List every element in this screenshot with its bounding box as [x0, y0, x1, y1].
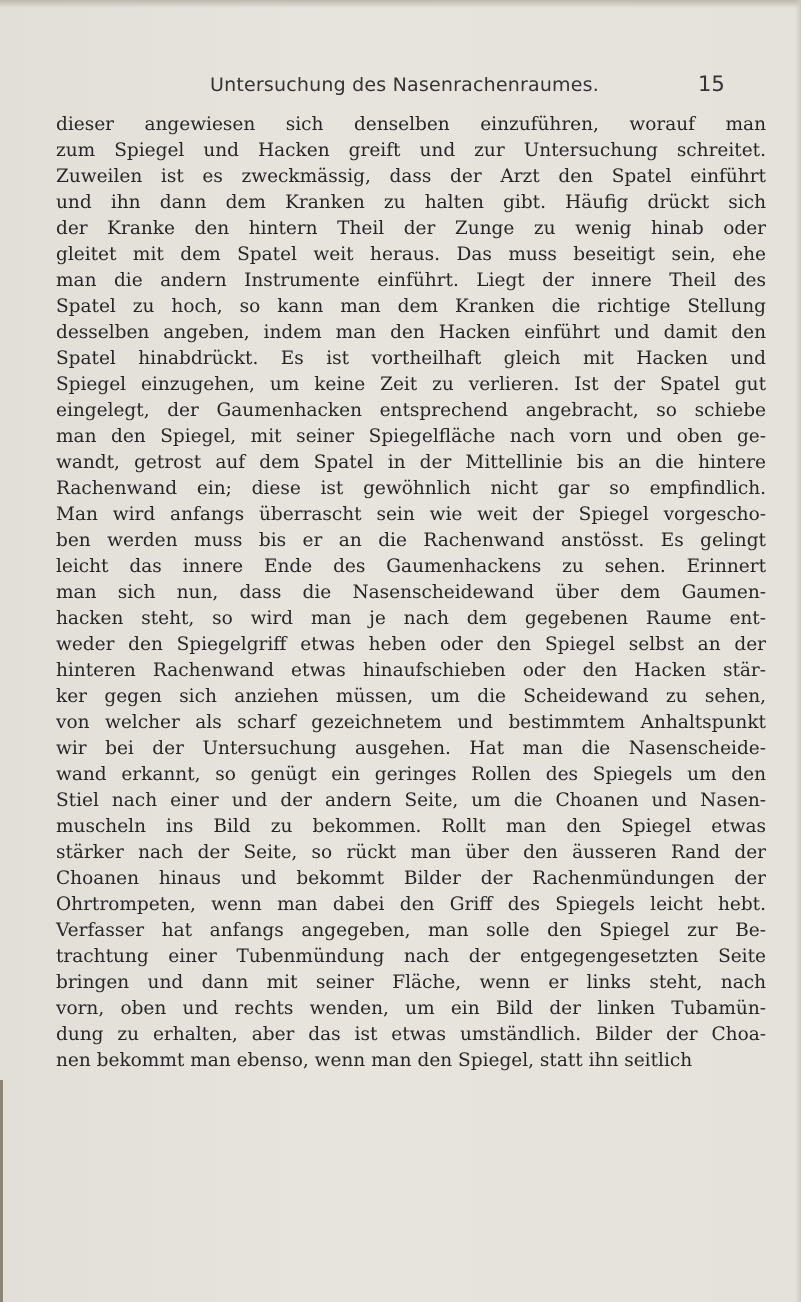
text-line: Choanen hinaus und bekommt Bilder der Rachenmündungen der	[56, 868, 766, 889]
text-line: zum Spiegel und Hacken greift und zur Untersuchung schreitet.	[56, 140, 766, 161]
text-line: man die andern Instrumente einführt. Liegt der innere Theil des	[56, 270, 766, 291]
text-line: Ohrtrompeten, wenn man dabei den Griff des Spiegels leicht hebt.	[56, 894, 766, 915]
text-line: Rachenwand ein; diese ist gewöhnlich nicht gar so empfindlich.	[56, 478, 766, 499]
text-line: dung zu erhalten, aber das ist etwas umständlich. Bilder der Choa-	[56, 1024, 766, 1045]
body-text	[56, 112, 766, 1074]
page-right-edge	[795, 0, 801, 1302]
text-line: wand erkannt, so genügt ein geringes Rollen des Spiegels um den	[56, 764, 766, 785]
text-line: eingelegt, der Gaumenhacken entsprechend angebracht, so schiebe	[56, 400, 766, 421]
text-line: wir bei der Untersuchung ausgehen. Hat man die Nasenscheide-	[56, 738, 766, 759]
text-line: leicht das innere Ende des Gaumenhackens zu sehen. Erinnert	[56, 556, 766, 577]
text-line: wandt, getrost auf dem Spatel in der Mittellinie bis an die hintere	[56, 452, 766, 473]
text-line: Stiel nach einer und der andern Seite, um die Choanen und Nasen-	[56, 790, 766, 811]
text-line: bringen und dann mit seiner Fläche, wenn er links steht, nach	[56, 972, 766, 993]
text-line: trachtung einer Tubenmündung nach der entgegengesetzten Seite	[56, 946, 766, 967]
text-line: Spatel zu hoch, so kann man dem Kranken die richtige Stellung	[56, 296, 766, 317]
text-line: nen bekommt man ebenso, wenn man den Spiegel, statt ihn seitlich	[56, 1050, 693, 1071]
running-title: Untersuchung des Nasenrachenraumes.	[210, 74, 599, 96]
text-line: der Kranke den hintern Theil der Zunge zu wenig hinab oder	[56, 218, 766, 239]
text-line: vorn, oben und rechts wenden, um ein Bild der linken Tubamün-	[56, 998, 766, 1019]
page-top-shadow	[0, 0, 801, 8]
text-line: hacken steht, so wird man je nach dem gegebenen Raume ent-	[56, 608, 766, 629]
text-line: von welcher als scharf gezeichnetem und bestimmtem Anhaltspunkt	[56, 712, 766, 733]
text-line: man den Spiegel, mit seiner Spiegelfläche nach vorn und oben ge-	[56, 426, 766, 447]
text-line: gleitet mit dem Spatel weit heraus. Das muss beseitigt sein, ehe	[56, 244, 766, 265]
page-left-edge-mark	[0, 1080, 3, 1302]
text-line: Zuweilen ist es zweckmässig, dass der Arzt den Spatel einführt	[56, 166, 766, 187]
text-line: Spiegel einzugehen, um keine Zeit zu verlieren. Ist der Spatel gut	[56, 374, 766, 395]
text-line: man sich nun, dass die Nasenscheidewand über dem Gaumen-	[56, 582, 766, 603]
text-line: hinteren Rachenwand etwas hinaufschieben oder den Hacken stär-	[56, 660, 766, 681]
text-line: Spatel hinabdrückt. Es ist vortheilhaft gleich mit Hacken und	[56, 348, 766, 369]
text-line: Man wird anfangs überrascht sein wie weit der Spiegel vorgescho-	[56, 504, 766, 525]
text-line: Verfasser hat anfangs angegeben, man solle den Spiegel zur Be-	[56, 920, 766, 941]
text-line: weder den Spiegelgriff etwas heben oder den Spiegel selbst an der	[56, 634, 766, 655]
text-line: ben werden muss bis er an die Rachenwand anstösst. Es gelingt	[56, 530, 766, 551]
text-line: muscheln ins Bild zu bekommen. Rollt man den Spiegel etwas	[56, 816, 766, 837]
text-line: stärker nach der Seite, so rückt man über den äusseren Rand der	[56, 842, 766, 863]
page-number: 15	[698, 72, 725, 96]
text-line: und ihn dann dem Kranken zu halten gibt. Häufig drückt sich	[56, 192, 766, 213]
text-line: desselben angeben, indem man den Hacken einführt und damit den	[56, 322, 766, 343]
text-line: ker gegen sich anziehen müssen, um die Scheidewand zu sehen,	[56, 686, 766, 707]
text-line: dieser angewiesen sich denselben einzuführen, worauf man	[56, 114, 766, 135]
